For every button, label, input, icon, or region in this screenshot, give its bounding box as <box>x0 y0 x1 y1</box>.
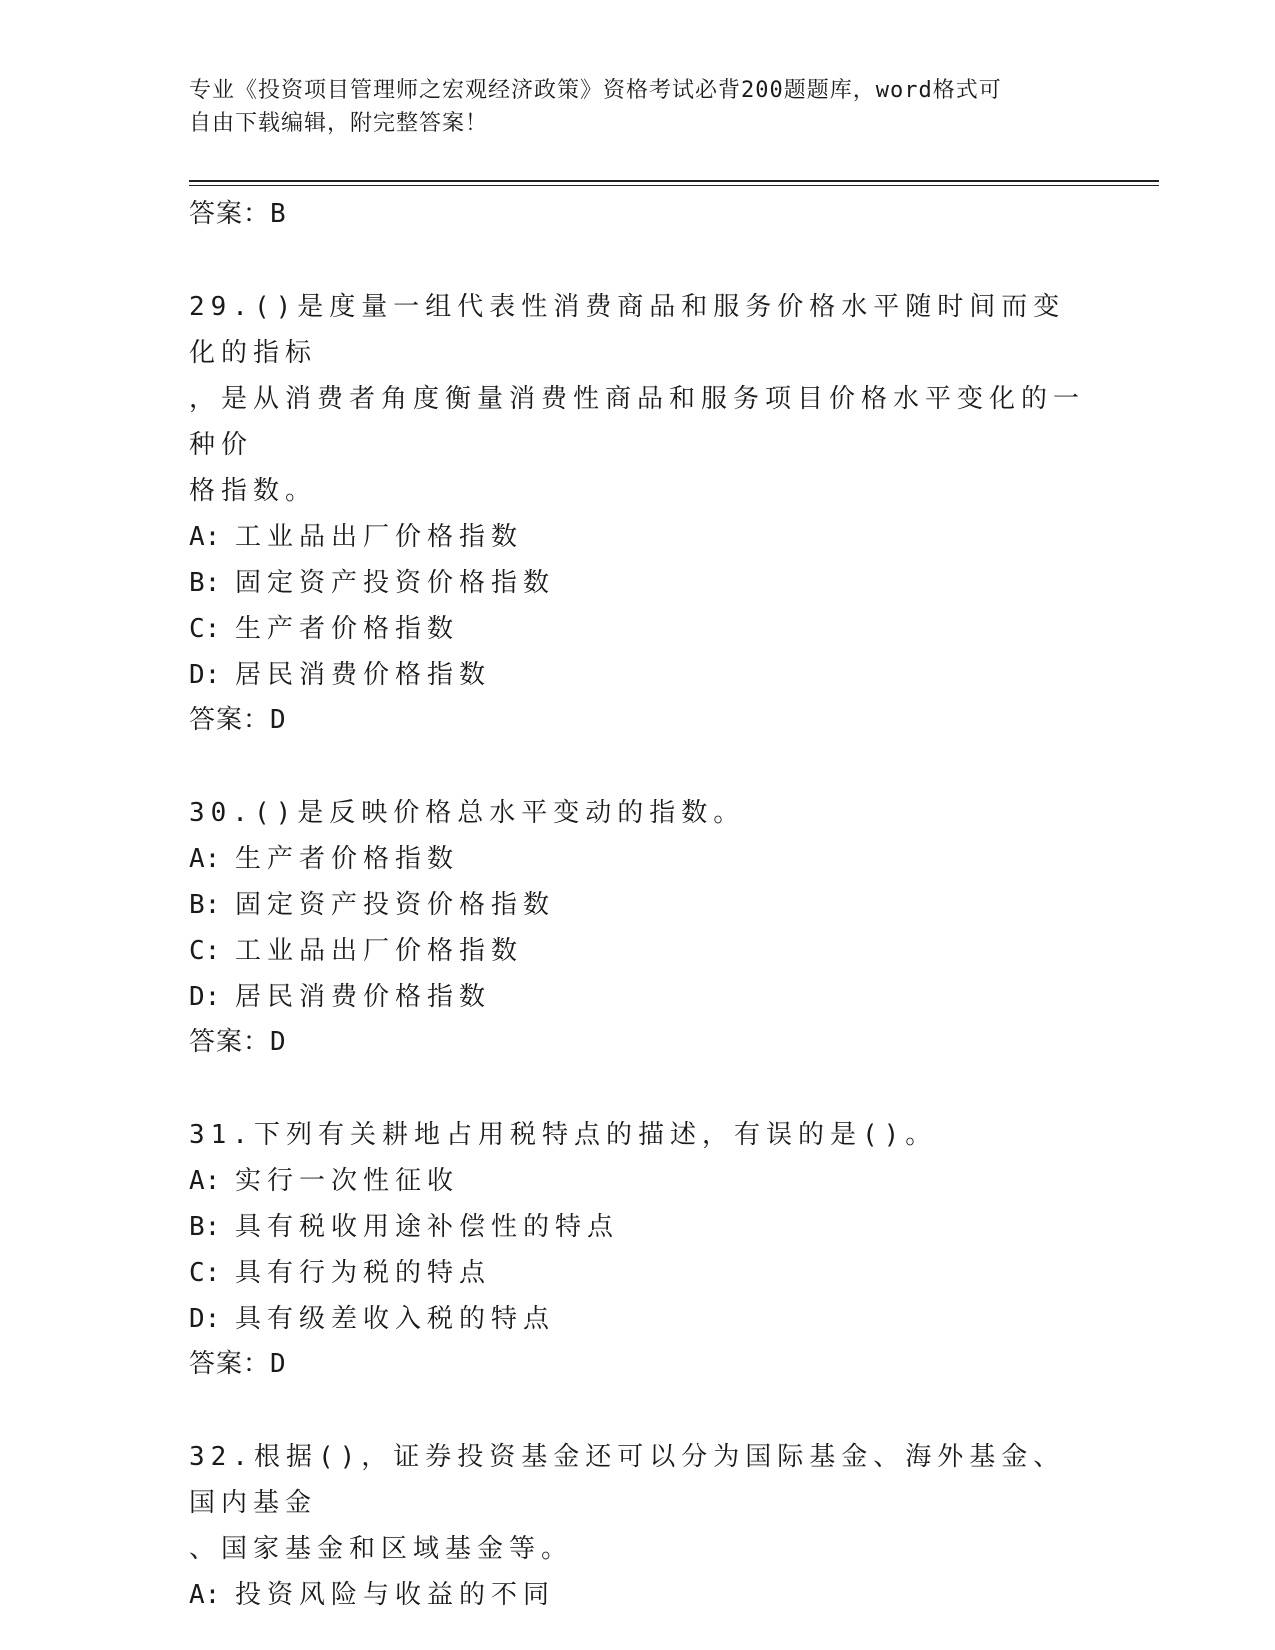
question-30 <box>189 790 1089 1064</box>
option-a <box>189 1572 1089 1618</box>
page-header <box>189 74 1089 140</box>
spacer <box>189 236 1089 284</box>
option-letter: D: <box>189 1304 221 1334</box>
option-d <box>189 974 1089 1020</box>
option-text: 居民消费价格指数 <box>235 660 492 690</box>
option-text: 固定资产投资价格指数 <box>235 568 556 598</box>
option-text: 具有行为税的特点 <box>235 1258 492 1288</box>
question-text-line: 29.()是度量一组代表性消费商品和服务价格水平随时间而变化的指标 <box>189 292 1066 368</box>
option-c <box>189 606 1089 652</box>
option-a <box>189 514 1089 560</box>
option-letter: B: <box>189 568 221 598</box>
header-line-2: 自由下载编辑，附完整答案！ <box>189 111 489 136</box>
option-letter: C: <box>189 936 221 966</box>
answer-30: 答案：D <box>189 1027 287 1057</box>
option-text: 具有税收用途补偿性的特点 <box>235 1212 620 1242</box>
answer-31: 答案：D <box>189 1349 287 1379</box>
option-letter: A: <box>189 1580 221 1610</box>
spacer <box>189 742 1089 790</box>
option-text: 工业品出厂价格指数 <box>235 936 524 966</box>
option-d <box>189 1296 1089 1342</box>
option-text: 生产者价格指数 <box>235 844 460 874</box>
option-letter: B: <box>189 890 221 920</box>
question-29 <box>189 284 1089 742</box>
header-divider-thick <box>189 180 1159 182</box>
option-letter: D: <box>189 660 221 690</box>
option-a <box>189 836 1089 882</box>
option-letter: D: <box>189 982 221 1012</box>
option-letter: A: <box>189 1166 221 1196</box>
option-c <box>189 1250 1089 1296</box>
option-text: 居民消费价格指数 <box>235 982 492 1012</box>
question-31 <box>189 1112 1089 1386</box>
question-32 <box>189 1434 1089 1618</box>
header-line-1: 专业《投资项目管理师之宏观经济政策》资格考试必背200题题库，word格式可 <box>189 78 1002 103</box>
answer-previous: 答案：B <box>189 199 287 229</box>
option-b <box>189 882 1089 928</box>
option-c <box>189 928 1089 974</box>
option-letter: C: <box>189 1258 221 1288</box>
option-letter: A: <box>189 844 221 874</box>
option-text: 生产者价格指数 <box>235 614 460 644</box>
option-letter: C: <box>189 614 221 644</box>
option-b <box>189 560 1089 606</box>
option-text: 工业品出厂价格指数 <box>235 522 524 552</box>
option-letter: A: <box>189 522 221 552</box>
option-a <box>189 1158 1089 1204</box>
question-content <box>189 192 1089 1618</box>
option-b <box>189 1204 1089 1250</box>
option-text: 实行一次性征收 <box>235 1166 460 1196</box>
question-text-line: 格指数。 <box>189 476 318 506</box>
option-text: 固定资产投资价格指数 <box>235 890 556 920</box>
option-d <box>189 652 1089 698</box>
option-text: 投资风险与收益的不同 <box>235 1580 556 1610</box>
option-letter: B: <box>189 1212 221 1242</box>
question-text-line: ，是从消费者角度衡量消费性商品和服务项目价格水平变化的一种价 <box>189 384 1086 460</box>
header-divider-thin <box>189 185 1159 186</box>
answer-29: 答案：D <box>189 705 287 735</box>
spacer <box>189 1386 1089 1434</box>
question-text-line: 31.下列有关耕地占用税特点的描述，有误的是()。 <box>189 1120 938 1150</box>
spacer <box>189 1064 1089 1112</box>
question-text-line: 、国家基金和区域基金等。 <box>189 1534 574 1564</box>
question-text-line: 30.()是反映价格总水平变动的指数。 <box>189 798 746 828</box>
option-text: 具有级差收入税的特点 <box>235 1304 556 1334</box>
question-text-line: 32.根据()，证券投资基金还可以分为国际基金、海外基金、国内基金 <box>189 1442 1066 1518</box>
